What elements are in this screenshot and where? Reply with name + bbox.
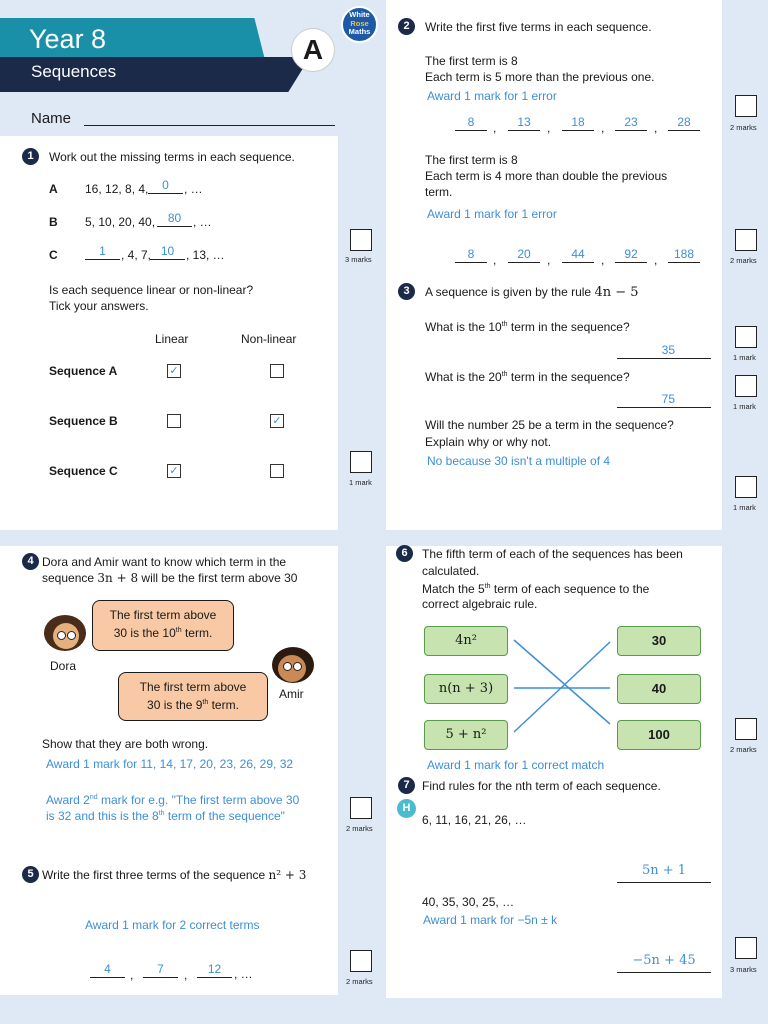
q2-p2-comma-4: , (654, 253, 658, 267)
dora-b2-pre: 30 is the 10 (113, 626, 176, 640)
q2-p1-marks-label: 2 marks (730, 123, 757, 132)
q7-sequence-1: 6, 11, 16, 21, 26, … (422, 813, 527, 827)
q2-p2-comma-2: , (547, 253, 551, 267)
q5-term-2[interactable]: 7 (143, 962, 178, 978)
tick-c-nonlinear[interactable] (270, 464, 284, 478)
q1-c-tail: , 13, … (186, 248, 225, 262)
q3-a-marks-box[interactable] (735, 326, 757, 348)
tick-a-nonlinear[interactable] (270, 364, 284, 378)
q7-answer-1-value: 5n + 1 (641, 863, 687, 878)
q2-p2-term-3[interactable]: 44 (562, 247, 594, 263)
dora-b2-post: term. (181, 626, 213, 640)
q2-p1-line1: The first term is 8 (425, 54, 518, 68)
q2-p1-term-5[interactable]: 28 (668, 115, 700, 131)
dora-name: Dora (50, 659, 77, 673)
row-sequence-a: Sequence A (49, 364, 118, 378)
q3-text (425, 284, 639, 301)
dora-bubble-line-1: The first term above (109, 608, 217, 622)
q1-marks-label-2: 1 mark (349, 478, 372, 487)
col-nonlinear: Non-linear (241, 332, 297, 346)
q2-p1-term-3[interactable]: 18 (562, 115, 594, 131)
amir-eye-right (293, 662, 302, 671)
q1-question-3: Tick your answers. (49, 299, 149, 313)
q7-answer-1[interactable] (617, 862, 711, 883)
q3-qb-sup: th (501, 371, 508, 378)
amir-b2-post: term. (208, 698, 239, 712)
q2-p2-line1: The first term is 8 (425, 153, 518, 167)
q2-p2-term-1[interactable]: 8 (455, 247, 487, 263)
q2-p2-term-5[interactable]: 188 (668, 247, 700, 263)
q5-comma-2: , (184, 968, 188, 982)
q7-marks-label: 3 marks (730, 965, 757, 974)
q6-number: 6 (396, 545, 413, 562)
q5-term-1[interactable]: 4 (90, 962, 125, 978)
dora-speech-bubble (92, 600, 234, 651)
q3-qb-pre: What is the 20 (425, 370, 502, 384)
q2-p1-term-2[interactable]: 13 (508, 115, 540, 131)
q7-marks-box[interactable] (735, 937, 757, 959)
q2-p1-award: Award 1 mark for 1 error (427, 89, 557, 103)
q2-p1-term-4[interactable]: 23 (615, 115, 647, 131)
q1-c-answer-2[interactable]: 10 (150, 244, 185, 260)
row-sequence-c: Sequence C (49, 464, 118, 478)
q7-number: 7 (398, 777, 415, 794)
q1-a-tail: , … (184, 182, 203, 196)
q3-number: 3 (398, 283, 415, 300)
q2-p2-line3: term. (425, 185, 453, 199)
q6-line-4: correct algebraic rule. (422, 597, 538, 611)
q3-b-marks-label: 1 mark (733, 402, 756, 411)
q1-c-answer-1[interactable]: 1 (85, 244, 120, 260)
rule-card-3[interactable]: 5 + n² (424, 720, 508, 750)
middle-strip (338, 0, 386, 1024)
q3-answer-c: No because 30 isn't a multiple of 4 (427, 454, 611, 468)
q5-text (42, 867, 306, 883)
tick-c-linear[interactable]: ✓ (167, 464, 181, 478)
q4-show: Show that they are both wrong. (42, 737, 209, 751)
q5-marks-box[interactable] (350, 950, 372, 972)
logo (341, 6, 378, 43)
q3-question-c1: Will the number 25 be a term in the sequence? (425, 418, 674, 432)
q1-c-label: C (49, 248, 58, 262)
q4-line-1: Dora and Amir want to know which term in the (42, 555, 287, 569)
q2-p1-marks-box[interactable] (735, 95, 757, 117)
logo-line-3: Maths (348, 27, 371, 36)
name-label: Name (31, 110, 72, 127)
q4-answer-3 (46, 806, 285, 824)
q7-higher-tier-badge: H (397, 799, 416, 818)
q6-award: Award 1 mark for 1 correct match (427, 758, 605, 772)
q5-comma-1: , (130, 968, 134, 982)
amir-bubble-line-2 (119, 695, 267, 713)
q3-qa-sup: th (501, 321, 508, 328)
dora-bubble-line-2 (93, 623, 233, 641)
q3-answer-a-value: 35 (661, 343, 675, 357)
q3-qa-post: term in the sequence? (507, 320, 630, 334)
amir-avatar (272, 647, 314, 683)
q6-line-2: calculated. (422, 564, 480, 578)
value-card-1[interactable]: 30 (617, 626, 701, 656)
right-strip (722, 0, 768, 530)
q4-marks-box[interactable] (350, 797, 372, 819)
amir-b2-pre: 30 is the 9 (147, 698, 203, 712)
logo-line-1: White (349, 10, 370, 19)
q4-a3-post: term of the sequence" (164, 809, 285, 823)
q3-answer-b[interactable] (617, 392, 711, 408)
amir-face (278, 655, 306, 682)
amir-bubble-line-1: The first term above (139, 680, 247, 694)
dora-b2-sup: th (175, 627, 182, 634)
tick-a-linear[interactable]: ✓ (167, 364, 181, 378)
q1-b-text: 5, 10, 20, 40, (85, 215, 156, 229)
q4-l2-post: will be the first term above 30 (138, 571, 298, 585)
col-linear: Linear (155, 332, 189, 346)
q1-b-tail: , … (193, 215, 212, 229)
q3-a-marks-label: 1 mark (733, 353, 756, 362)
q2-p2-term-4[interactable]: 92 (615, 247, 647, 263)
q1-a-text: 16, 12, 8, 4, (85, 182, 149, 196)
q2-p1-term-1[interactable]: 8 (455, 115, 487, 131)
dora-eye-left (57, 631, 66, 640)
q4-a3-sup: th (158, 810, 165, 817)
q7-answer-2[interactable] (617, 952, 711, 973)
year-title: Year 8 (29, 24, 107, 54)
q2-text: Write the first five terms in each sequence. (425, 20, 652, 34)
q3-b-marks-box[interactable] (735, 375, 757, 397)
q2-p2-term-2[interactable]: 20 (508, 247, 540, 263)
bottom-band-left (0, 995, 768, 1024)
version-badge (291, 28, 335, 72)
q1-b-label: B (49, 215, 58, 229)
q2-number: 2 (398, 18, 415, 35)
q3-question-a (425, 317, 630, 335)
dora-eye-right (67, 631, 76, 640)
topic-title: Sequences (31, 62, 117, 81)
q2-p2-comma-3: , (601, 253, 605, 267)
q4-marks-label: 2 marks (346, 824, 373, 833)
q6-match-lines (506, 636, 620, 740)
q5-award: Award 1 mark for 2 correct terms (85, 918, 260, 932)
dora-avatar (44, 615, 86, 651)
q6-line-1: The fifth term of each of the sequences has been (422, 547, 683, 561)
q4-line-2 (42, 570, 297, 586)
q6-line-3 (422, 579, 649, 597)
value-card-2[interactable]: 40 (617, 674, 701, 704)
q2-p2-line2: Each term is 4 more than double the previous (425, 169, 668, 183)
q1-text: Work out the missing terms in each sequence. (49, 150, 295, 164)
q2-p2-marks-box[interactable] (735, 229, 757, 251)
q1-number: 1 (22, 148, 39, 165)
rule-card-1[interactable]: 4n² (424, 626, 508, 656)
q1-a-label: A (49, 182, 58, 196)
q4-a2-sup: nd (89, 794, 98, 801)
q2-p2-marks-label: 2 marks (730, 256, 757, 265)
q7-award: Award 1 mark for −5n ± k (423, 913, 558, 927)
tick-b-linear[interactable] (167, 414, 181, 428)
q4-a3-pre: is 32 and this is the 8 (46, 809, 159, 823)
q1-marks-label-1: 3 marks (345, 255, 372, 264)
divider-band (0, 530, 768, 546)
q6-marks-box[interactable] (735, 718, 757, 740)
q3-c-marks-box[interactable] (735, 476, 757, 498)
row-sequence-b: Sequence B (49, 414, 118, 428)
q6-l3-sup: th (484, 583, 491, 590)
q1-c-mid: , 4, 7, (121, 248, 152, 262)
version-letter: A (302, 34, 324, 65)
q7-text: Find rules for the nth term of each sequence. (422, 779, 661, 793)
match-line-3 (514, 642, 610, 732)
q3-question-c2: Explain why or why not. (425, 435, 552, 449)
amir-b2-sup: th (202, 699, 209, 706)
q2-p1-comma-4: , (654, 121, 658, 135)
q3-c-marks-label: 1 mark (733, 503, 756, 512)
q2-p1-comma-2: , (547, 121, 551, 135)
tick-b-nonlinear[interactable]: ✓ (270, 414, 284, 428)
q4-a2-post: mark for e.g. "The first term above 30 (97, 793, 300, 807)
q4-number: 4 (22, 553, 39, 570)
q1-marks-box-1[interactable] (350, 229, 372, 251)
q6-marks-label: 2 marks (730, 745, 757, 754)
q2-p2-comma-1: , (493, 253, 497, 267)
q3-answer-b-value: 75 (661, 392, 675, 406)
q2-p1-comma-3: , (601, 121, 605, 135)
logo-line-2: Rose (350, 18, 369, 28)
q1-b-answer[interactable]: 80 (157, 211, 192, 227)
q3-answer-a[interactable] (617, 343, 711, 359)
q6-l3-post: term of each sequence to the (490, 582, 650, 596)
q7-answer-2-value: −5n + 45 (632, 953, 696, 968)
q4-answer-1: Award 1 mark for 11, 14, 17, 20, 23, 26, 29, 32 (46, 757, 294, 771)
q1-marks-box-2[interactable] (350, 451, 372, 473)
q5-number: 5 (22, 866, 39, 883)
q4-a2-pre: Award 2 (46, 793, 90, 807)
q5-term-3[interactable]: 12 (197, 962, 232, 978)
q3-rule: 4n − 5 (594, 285, 639, 300)
q7-sequence-2: 40, 35, 30, 25, … (422, 895, 515, 909)
q4-expr: 3n + 8 (97, 571, 139, 585)
amir-eye-left (283, 662, 292, 671)
amir-speech-bubble (118, 672, 268, 721)
q1-a-answer[interactable]: 0 (148, 178, 183, 194)
q3-text-main: A sequence is given by the rule (425, 285, 595, 299)
q6-l3-pre: Match the 5 (422, 582, 485, 596)
amir-name: Amir (279, 687, 304, 701)
q5-expr: n² + 3 (268, 868, 307, 882)
q2-p2-award: Award 1 mark for 1 error (427, 207, 557, 221)
q5-marks-label: 2 marks (346, 977, 373, 986)
q2-p1-line2: Each term is 5 more than the previous one. (425, 70, 655, 84)
match-line-1 (514, 640, 610, 724)
q3-question-b (425, 367, 630, 385)
q2-p1-comma-1: , (493, 121, 497, 135)
q3-qa-pre: What is the 10 (425, 320, 502, 334)
rule-card-2[interactable]: n(n + 3) (424, 674, 508, 704)
q5-tail: , … (234, 967, 253, 981)
name-field[interactable] (84, 125, 335, 126)
q5-text-main: Write the first three terms of the sequence (42, 868, 269, 882)
q1-question-2: Is each sequence linear or non-linear? (49, 283, 254, 297)
value-card-3[interactable]: 100 (617, 720, 701, 750)
q4-l2-pre: sequence (42, 571, 98, 585)
q3-qb-post: term in the sequence? (507, 370, 630, 384)
